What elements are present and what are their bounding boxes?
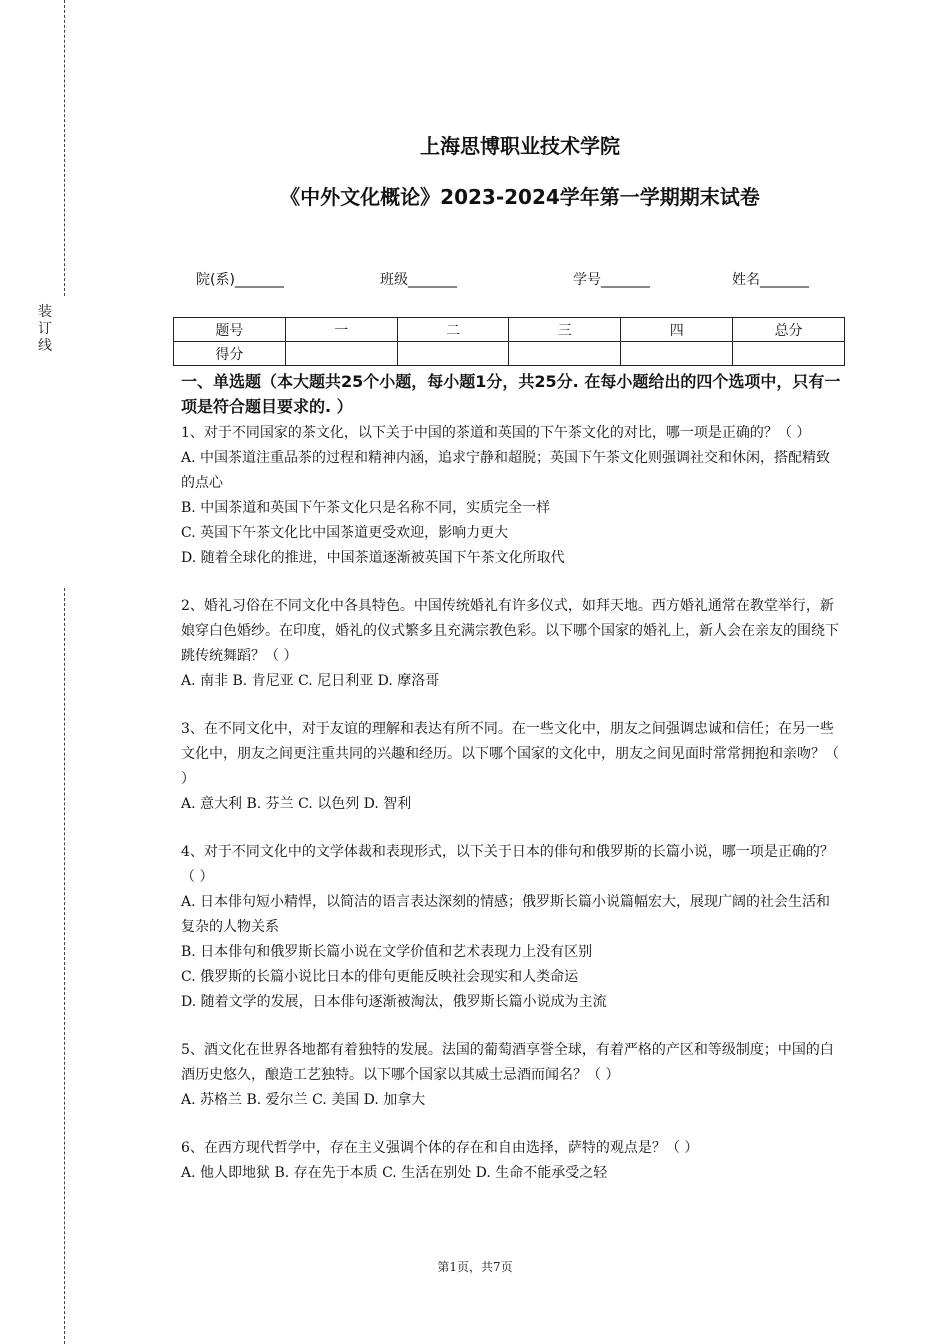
score-table-header-row — [174, 318, 845, 342]
question-option: D. 随着全球化的推进，中国茶道逐渐被英国下午茶文化所取代 — [181, 550, 565, 566]
score-table-cell: 得分 — [174, 342, 286, 366]
score-input-cell[interactable] — [733, 342, 845, 366]
question-option: A. 中国茶道注重品茶的过程和精神内涵，追求宁静和超脱；英国下午茶文化则强调社交和休闲，搭配精致的点心 — [181, 450, 831, 491]
score-table-cell: 三 — [509, 318, 621, 342]
question-option: A. 苏格兰 B. 爱尔兰 C. 美国 D. 加拿大 — [181, 1092, 426, 1108]
question-1 — [181, 421, 841, 571]
question-6 — [181, 1136, 841, 1186]
question-stem: 6、在西方现代哲学中，存在主义强调个体的存在和自由选择，萨特的观点是？（ ） — [181, 1140, 699, 1156]
binding-line-label — [36, 304, 54, 355]
question-option: A. 日本俳句短小精悍，以简洁的语言表达深刻的情感；俄罗斯长篇小说篇幅宏大，展现广阔的社会生活和复杂的人物关系 — [181, 894, 831, 935]
name-field[interactable]: 姓名_______ — [732, 272, 809, 288]
score-table-cell: 总分 — [733, 318, 845, 342]
score-table-cell: 二 — [397, 318, 509, 342]
department-field[interactable]: 院(系)_______ — [196, 272, 284, 288]
question-option: A. 南非 B. 肯尼亚 C. 尼日利亚 D. 摩洛哥 — [181, 673, 440, 689]
question-5 — [181, 1038, 841, 1113]
binding-char: 装 — [38, 304, 52, 320]
school-name: 上海思博职业技术学院 — [420, 134, 620, 158]
score-table-cell: 一 — [285, 318, 397, 342]
score-table-cell: 题号 — [174, 318, 286, 342]
binding-char: 订 — [38, 321, 52, 337]
question-option: B. 中国茶道和英国下午茶文化只是名称不同，实质完全一样 — [181, 500, 551, 516]
binding-dashed-line-bottom — [64, 588, 65, 1344]
score-input-cell[interactable] — [285, 342, 397, 366]
question-option: A. 他人即地狱 B. 存在先于本质 C. 生活在别处 D. 生命不能承受之轻 — [181, 1165, 608, 1181]
question-stem: 5、酒文化在世界各地都有着独特的发展。法国的葡萄酒享誉全球，有着严格的产区和等级制度；中国的白酒历史悠久，酿造工艺独特。以下哪个国家以其威士忌酒而闻名？（ ） — [181, 1042, 834, 1083]
score-table — [173, 317, 845, 366]
question-option: D. 随着文学的发展，日本俳句逐渐被淘汰，俄罗斯长篇小说成为主流 — [181, 994, 607, 1010]
question-option: A. 意大利 B. 芬兰 C. 以色列 D. 智利 — [181, 796, 412, 812]
binding-char: 线 — [38, 338, 52, 354]
score-table-cell: 四 — [621, 318, 733, 342]
question-stem: 1、对于不同国家的茶文化，以下关于中国的茶道和英国的下午茶文化的对比，哪一项是正确的？（ ） — [181, 425, 811, 441]
question-option: C. 俄罗斯的长篇小说比日本的俳句更能反映社会现实和人类命运 — [181, 969, 579, 985]
score-table-score-row — [174, 342, 845, 366]
student-id-field[interactable]: 学号_______ — [573, 272, 650, 288]
student-info-row — [196, 269, 836, 293]
score-input-cell[interactable] — [509, 342, 621, 366]
question-4 — [181, 840, 841, 1015]
question-3 — [181, 717, 841, 817]
question-option: B. 日本俳句和俄罗斯长篇小说在文学价值和艺术表现力上没有区别 — [181, 944, 593, 960]
binding-dashed-line-top — [64, 0, 65, 296]
question-2 — [181, 594, 841, 694]
score-input-cell[interactable] — [397, 342, 509, 366]
question-option: C. 英国下午茶文化比中国茶道更受欢迎，影响力更大 — [181, 525, 509, 541]
question-stem: 2、婚礼习俗在不同文化中各具特色。中国传统婚礼有许多仪式，如拜天地。西方婚礼通常在教堂举行，新娘穿白色婚纱。在印度，婚礼的仪式繁多且充满宗教色彩。以下哪个国家的婚礼上，新人会在亲友的围绕下跳传统舞蹈？（ ） — [181, 598, 839, 664]
page-footer: 第1页，共7页 — [437, 1260, 513, 1274]
exam-title: 《中外文化概论》2023-2024学年第一学期期末试卷 — [280, 185, 760, 209]
section-heading: 一、单选题（本大题共25个小题，每小题1分，共25分. 在每小题给出的四个选项中，只有一项是符合题目要求的. ） — [181, 372, 841, 416]
exam-content — [181, 369, 841, 1209]
score-input-cell[interactable] — [621, 342, 733, 366]
question-stem: 4、对于不同文化中的文学体裁和表现形式，以下关于日本的俳句和俄罗斯的长篇小说，哪一项是正确的？（ ） — [181, 844, 834, 885]
class-field[interactable]: 班级_______ — [380, 272, 457, 288]
question-stem: 3、在不同文化中，对于友谊的理解和表达有所不同。在一些文化中，朋友之间强调忠诚和信任；在另一些文化中，朋友之间更注重共同的兴趣和经历。以下哪个国家的文化中，朋友之间见面时常常拥抱和亲吻？（ ） — [181, 721, 839, 787]
